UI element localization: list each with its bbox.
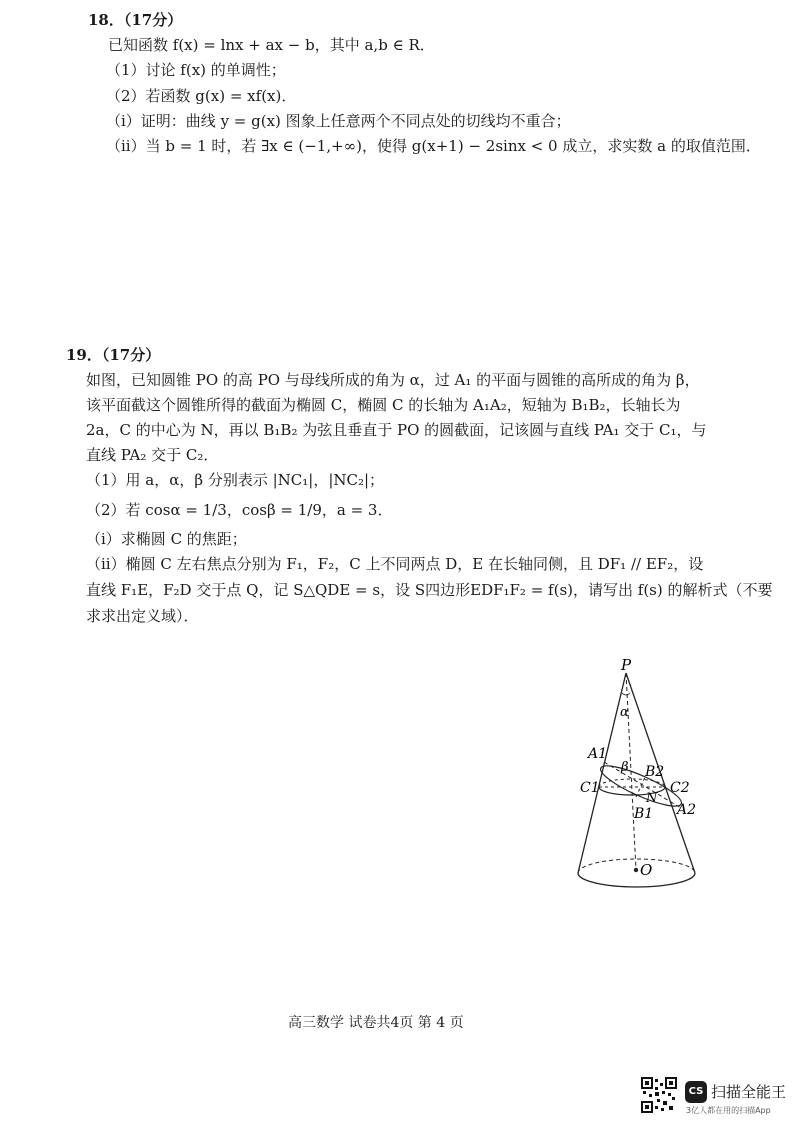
scanner-tagline: 3亿人都在用的扫描App <box>686 1106 771 1115</box>
q18-stem: 已知函数 f(x) = lnx + ax − b，其中 a,b ∈ R． <box>108 36 435 54</box>
q19-part2-ii-line-1: （ii）椭圆 C 左右焦点分别为 F₁，F₂，C 上不同两点 D，E 在长轴同侧，且 DF₁ // EF₂，设 <box>86 555 704 573</box>
label-B2: B2 <box>645 764 665 780</box>
q18-part2-i: （i）证明：曲线 y = g(x) 图象上任意两个不同点处的切线均不重合； <box>106 112 571 130</box>
q19-stem-line-2: 该平面截这个圆锥所得的截面为椭圆 C，椭圆 C 的长轴为 A₁A₂，短轴为 B₁B₂，长轴长为 <box>86 396 681 414</box>
q19-stem-line-1: 如图，已知圆锥 PO 的高 PO 与母线所成的角为 α，过 A₁ 的平面与圆锥的高所成的角为 β， <box>86 371 700 389</box>
q19-part2-ii-line-2: 直线 F₁E，F₂D 交于点 Q，记 S△QDE = s，设 S四边形EDF₁F₂ = f(s)，请写出 f(s) 的解析式（不要 <box>86 581 773 599</box>
q19-part2: （2）若 cosα = 1/3，cosβ = 1/9，a = 3． <box>86 501 393 519</box>
q18-part2-ii: （ii）当 b = 1 时，若 ∃x ∈ (−1,+∞)，使得 g(x+1) − 2sinx < 0 成立，求实数 a 的取值范围． <box>106 137 761 155</box>
q18-part2: （2）若函数 g(x) = xf(x)． <box>106 87 297 105</box>
label-N: N <box>646 791 658 806</box>
label-beta: β <box>621 760 629 775</box>
point-O <box>634 868 638 872</box>
label-O: O <box>640 861 653 879</box>
qr-code <box>641 1077 677 1113</box>
alpha-arc <box>622 693 630 695</box>
scanner-name: 扫描全能王 <box>711 1083 787 1101</box>
page-footer: 高三数学 试卷共4页 第 4 页 <box>288 1015 464 1031</box>
label-A2: A2 <box>677 802 697 818</box>
q18-part1: （1）讨论 f(x) 的单调性； <box>106 61 286 79</box>
cone-base-front <box>578 873 695 887</box>
q19-stem-line-3: 2a，C 的中心为 N，再以 B₁B₂ 为弦且垂直于 PO 的圆截面，记该圆与直线 PA₁ 交于 C₁，与 <box>86 421 707 439</box>
q19-part2-i: （i）求椭圆 C 的焦距； <box>86 530 247 548</box>
q19-stem-line-4: 直线 PA₂ 交于 C₂． <box>86 446 219 464</box>
q19-part2-ii-line-3: 求求出定义域）． <box>86 607 199 625</box>
label-alpha: α <box>620 705 629 720</box>
cs-logo: CS <box>685 1081 707 1103</box>
q18-header: 18．（17分） <box>88 11 183 29</box>
q19-header: 19．（17分） <box>66 346 161 364</box>
label-C2: C2 <box>670 780 690 796</box>
label-A1: A1 <box>588 746 608 762</box>
q19-part1: （1）用 a，α，β 分别表示 |NC₁|，|NC₂|； <box>86 471 385 489</box>
label-C1: C1 <box>580 780 600 796</box>
label-P: P <box>621 656 632 674</box>
label-B1: B1 <box>634 806 654 822</box>
